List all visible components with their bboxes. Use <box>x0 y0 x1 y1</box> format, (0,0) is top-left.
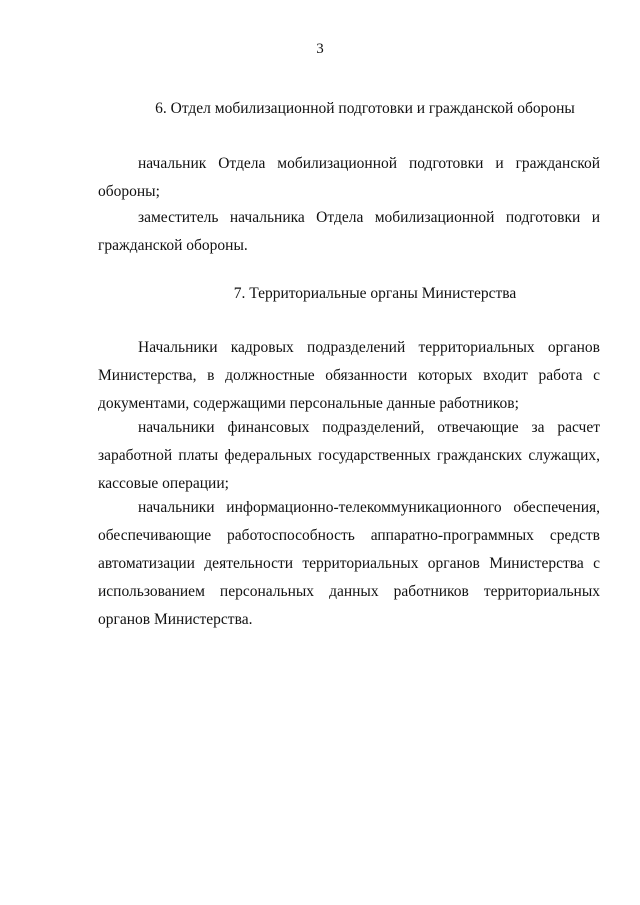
section-7-item-3: начальники информационно-телекоммуникационного обеспечения, обеспечивающие работоспособность аппаратно-программных средств автоматизации деятельности территориальных органов Министерства с использованием персональных данных работников территориальных органов Министерства. <box>98 499 600 628</box>
section-7-item-2: начальники финансовых подразделений, отвечающие за расчет заработной платы федеральных государственных гражданских служащих, кассовые операции; <box>98 419 600 492</box>
section-6-item-1: начальник Отдела мобилизационной подготовки и гражданской обороны; <box>98 155 600 200</box>
section-7-heading: 7. Территориальные органы Министерства <box>233 285 517 302</box>
section-6-item-2: заместитель начальника Отдела мобилизационной подготовки и гражданской обороны. <box>98 209 600 254</box>
section-6-heading: 6. Отдел мобилизационной подготовки и гражданской обороны <box>155 100 575 117</box>
page-number: 3 <box>316 41 324 57</box>
section-7-item-1: Начальники кадровых подразделений территориальных органов Министерства, в должностные обязанности которых входит работа с документами, содержащими персональные данные работников; <box>98 339 600 412</box>
